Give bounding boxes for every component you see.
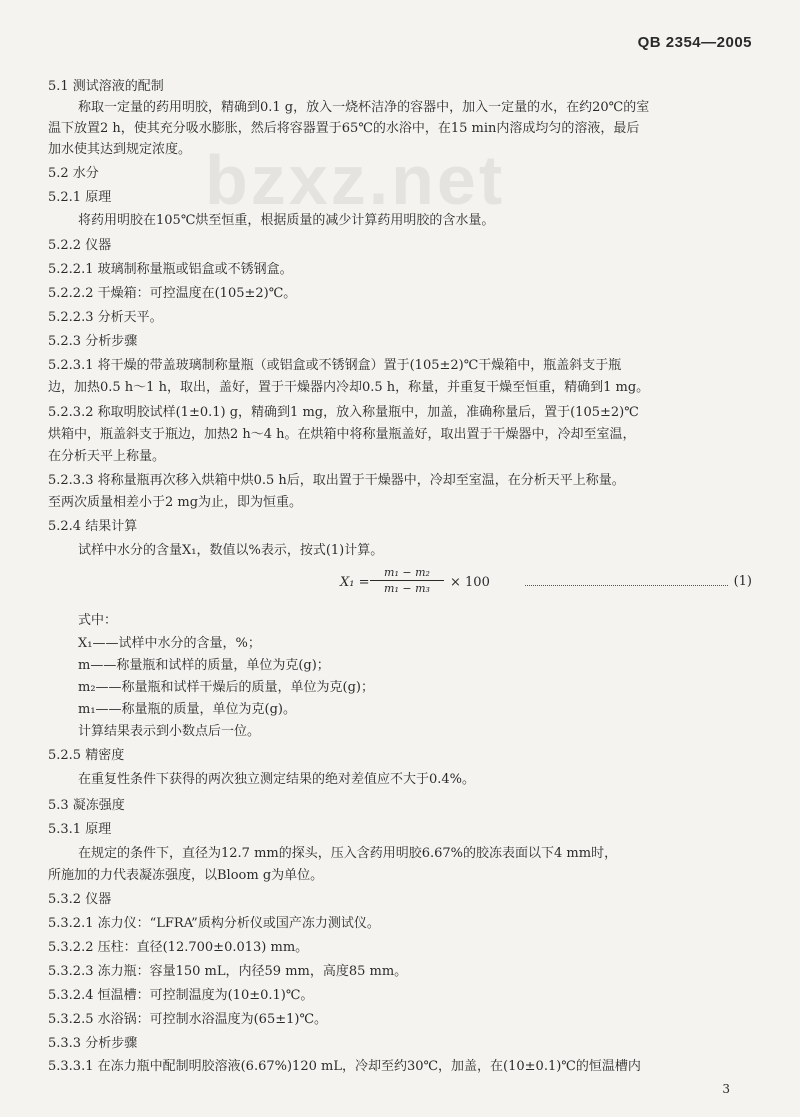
section-heading: 5.2 水分 [48,166,99,181]
paragraph-line: 所施加的力代表凝冻强度，以Bloom g为单位。 [48,868,324,883]
clause-line: 5.2.3.2 称取明胶试样(1±0.1) g，精确到1 mg，放入称量瓶中，加盖，准确称量后，置于(105±2)℃ [48,405,639,420]
subsection-heading: 5.3.2 仪器 [48,892,112,907]
subsection-heading: 5.2.4 结果计算 [48,519,138,534]
clause-line: 5.3.3.1 在冻力瓶中配制明胶溶液(6.67%)120 mL，冷却至约30℃，加盖，在(10±0.1)℃的恒温槽内 [48,1059,641,1074]
paragraph-line: 式中： [78,613,118,628]
paragraph-line: 烘箱中，瓶盖斜支于瓶边，加热2 h～4 h。在烘箱中将称量瓶盖好，取出置于干燥器中，冷却至室温， [48,427,636,442]
formula-fraction [370,566,444,595]
clause-line: 5.2.2.2 干燥箱：可控温度在(105±2)℃。 [48,286,297,301]
clause-line: 5.3.2.1 冻力仪：“LFRA”质构分析仪或国产冻力测试仪。 [48,916,380,931]
paragraph-line: 在规定的条件下，直径为12.7 mm的探头，压入含药用明胶6.67%的胶冻表面以下4 mm时， [78,846,618,861]
standard-number: QB 2354—2005 [637,34,752,51]
definition-line: m₁——称量瓶的质量，单位为克(g)。 [78,702,297,717]
paragraph-line: 称取一定量的药用明胶，精确到0.1 g，放入一烧杯洁净的容器中，加入一定量的水，在约20℃的室 [78,100,650,115]
watermark: bzxz.net [205,141,506,219]
paragraph-line: 在重复性条件下获得的两次独立测定结果的绝对差值应不大于0.4%。 [78,772,476,787]
clause-line: 5.2.3.3 将称量瓶再次移入烘箱中烘0.5 h后，取出置于干燥器中，冷却至室温，在分析天平上称量。 [48,473,625,488]
clause-line: 5.2.2.1 玻璃制称量瓶或铝盒或不锈钢盒。 [48,262,293,277]
paragraph-line: 温下放置2 h，使其充分吸水膨胀，然后将容器置于65℃的水浴中，在15 min内溶成均匀的溶液，最后 [48,121,640,136]
clause-line: 5.2.2.3 分析天平。 [48,310,163,325]
section-heading: 5.1 测试溶液的配制 [48,79,164,94]
clause-line: 5.3.2.5 水浴锅：可控制水浴温度为(65±1)℃。 [48,1012,328,1027]
clause-line: 5.3.2.4 恒温槽：可控制温度为(10±0.1)℃。 [48,988,314,1003]
formula-denominator: m₁ − m₃ [384,582,430,595]
paragraph-line: 计算结果表示到小数点后一位。 [78,724,261,739]
subsection-heading: 5.2.3 分析步骤 [48,334,138,349]
definition-line: X₁——试样中水分的含量，%； [78,636,261,651]
page-number: 3 [722,1082,730,1096]
subsection-heading: 5.2.1 原理 [48,190,112,205]
equation-number: (1) [733,574,752,589]
paragraph-line: 在分析天平上称量。 [48,449,166,464]
clause-line: 5.3.2.2 压柱：直径(12.700±0.013) mm。 [48,940,309,955]
subsection-heading: 5.2.5 精密度 [48,748,125,763]
equation-number-row [525,574,752,589]
clause-line: 5.2.3.1 将干燥的带盖玻璃制称量瓶（或铝盒或不锈钢盒）置于(105±2)℃干燥箱中，瓶盖斜支于瓶 [48,358,622,373]
formula-factor: × 100 [450,575,490,590]
paragraph-line: 试样中水分的含量X₁，数值以%表示，按式(1)计算。 [78,543,384,558]
paragraph-line: 边，加热0.5 h～1 h，取出，盖好，置于干燥器内冷却0.5 h，称量，并重复干燥至恒重，精确到1 mg。 [48,380,650,395]
subsection-heading: 5.3.1 原理 [48,822,112,837]
moisture-formula [340,566,490,602]
paragraph-line: 加水使其达到规定浓度。 [48,142,192,157]
leader-dots [525,577,728,586]
definition-line: m₂——称量瓶和试样干燥后的质量，单位为克(g)； [78,680,375,695]
subsection-heading: 5.3.3 分析步骤 [48,1036,138,1051]
clause-line: 5.3.2.3 冻力瓶：容量150 mL，内径59 mm，高度85 mm。 [48,964,408,979]
paragraph-line: 将药用明胶在105℃烘至恒重，根据质量的减少计算药用明胶的含水量。 [78,213,495,228]
definition-line: m——称量瓶和试样的质量，单位为克(g)； [78,658,330,673]
formula-lhs: X₁ = [340,575,370,590]
section-heading: 5.3 凝冻强度 [48,798,125,813]
formula-numerator: m₁ − m₂ [370,566,444,581]
paragraph-line: 至两次质量相差小于2 mg为止，即为恒重。 [48,495,303,510]
subsection-heading: 5.2.2 仪器 [48,238,112,253]
